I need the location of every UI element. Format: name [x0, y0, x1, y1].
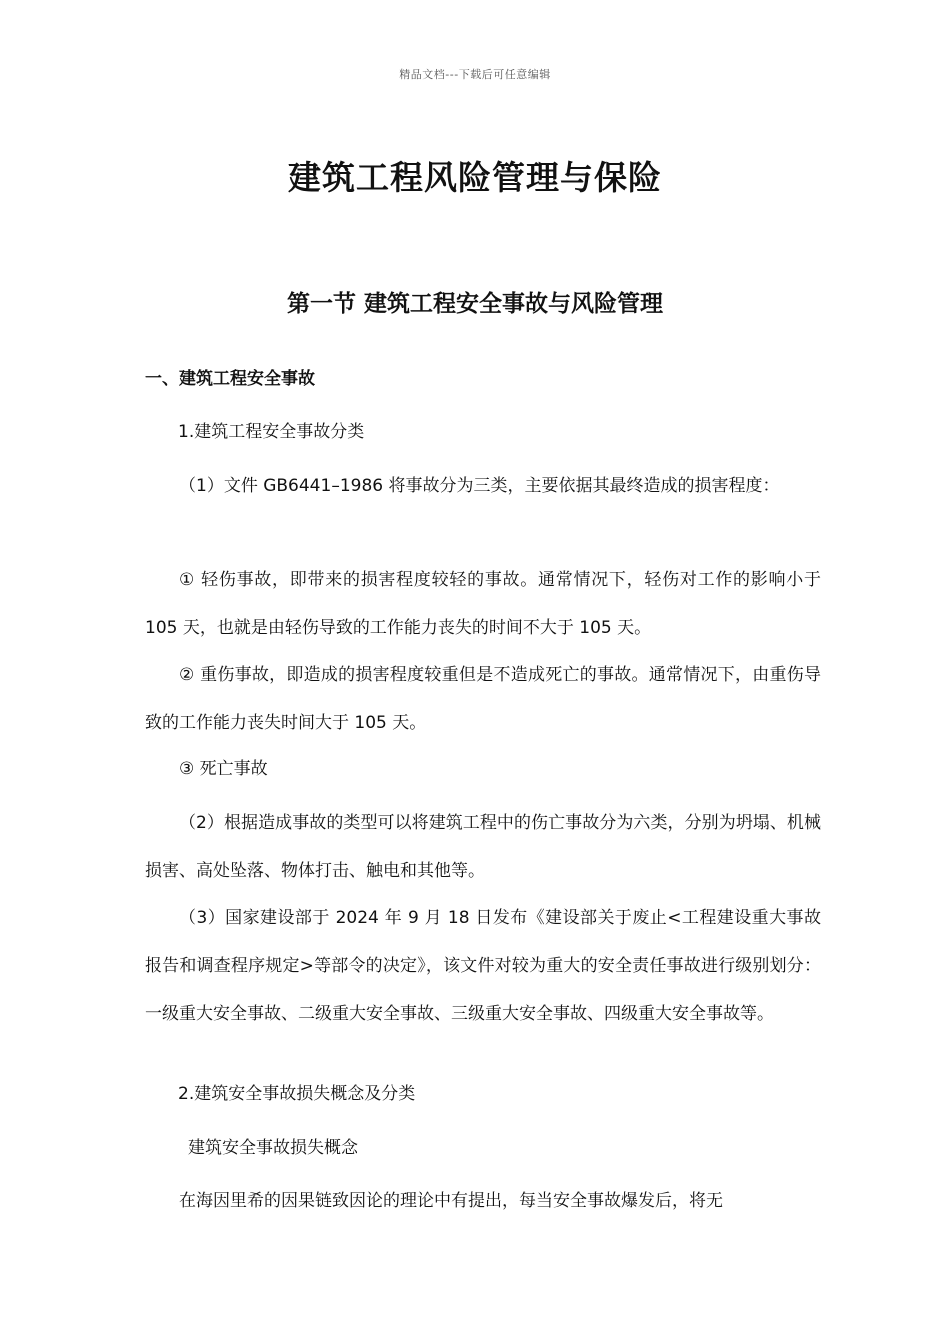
paragraph-ministry-decision: （3）国家建设部于 2024 年 9 月 18 日发布《建设部关于废止<工程建设重大事故报告和调查程序规定>等部令的决定》，该文件对较为重大的安全责任事故进行级别划分：一级重大安全事故、二级重大安全事故、三级重大安全事故、四级重大安全事故等。 — [145, 908, 821, 1024]
paragraph-six-types: （2）根据造成事故的类型可以将建筑工程中的伤亡事故分为六类，分别为坍塌、机械损害、高处坠落、物体打击、触电和其他等。 — [145, 813, 821, 881]
list-item-death: ③ 死亡事故 — [179, 759, 268, 779]
heading-accidents: 一、建筑工程安全事故 — [145, 369, 315, 389]
paragraph-heinrich: 在海因里希的因果链致因论的理论中有提出，每当安全事故爆发后，将无 — [179, 1191, 723, 1211]
section-title: 第一节 建筑工程安全事故与风险管理 — [286, 291, 663, 317]
subheading-classification: 1.建筑工程安全事故分类 — [178, 422, 365, 442]
subheading-loss-classification: 2.建筑安全事故损失概念及分类 — [178, 1084, 416, 1104]
document-title: 建筑工程风险管理与保险 — [288, 158, 662, 197]
list-item-serious-injury: ② 重伤事故，即造成的损害程度较重但是不造成死亡的事故。通常情况下，由重伤导致的工作能力丧失时间大于 105 天。 — [145, 665, 821, 733]
paragraph-gb6441: （1）文件 GB6441–1986 将事故分为三类，主要依据其最终造成的损害程度： — [179, 476, 780, 496]
page-header: 精品文档---下载后可任意编辑 — [399, 68, 551, 81]
subheading-loss-concept: 建筑安全事故损失概念 — [188, 1138, 358, 1158]
list-item-minor-injury: ① 轻伤事故，即带来的损害程度较轻的事故。通常情况下，轻伤对工作的影响小于 105 天，也就是由轻伤导致的工作能力丧失的时间不大于 105 天。 — [145, 570, 821, 638]
